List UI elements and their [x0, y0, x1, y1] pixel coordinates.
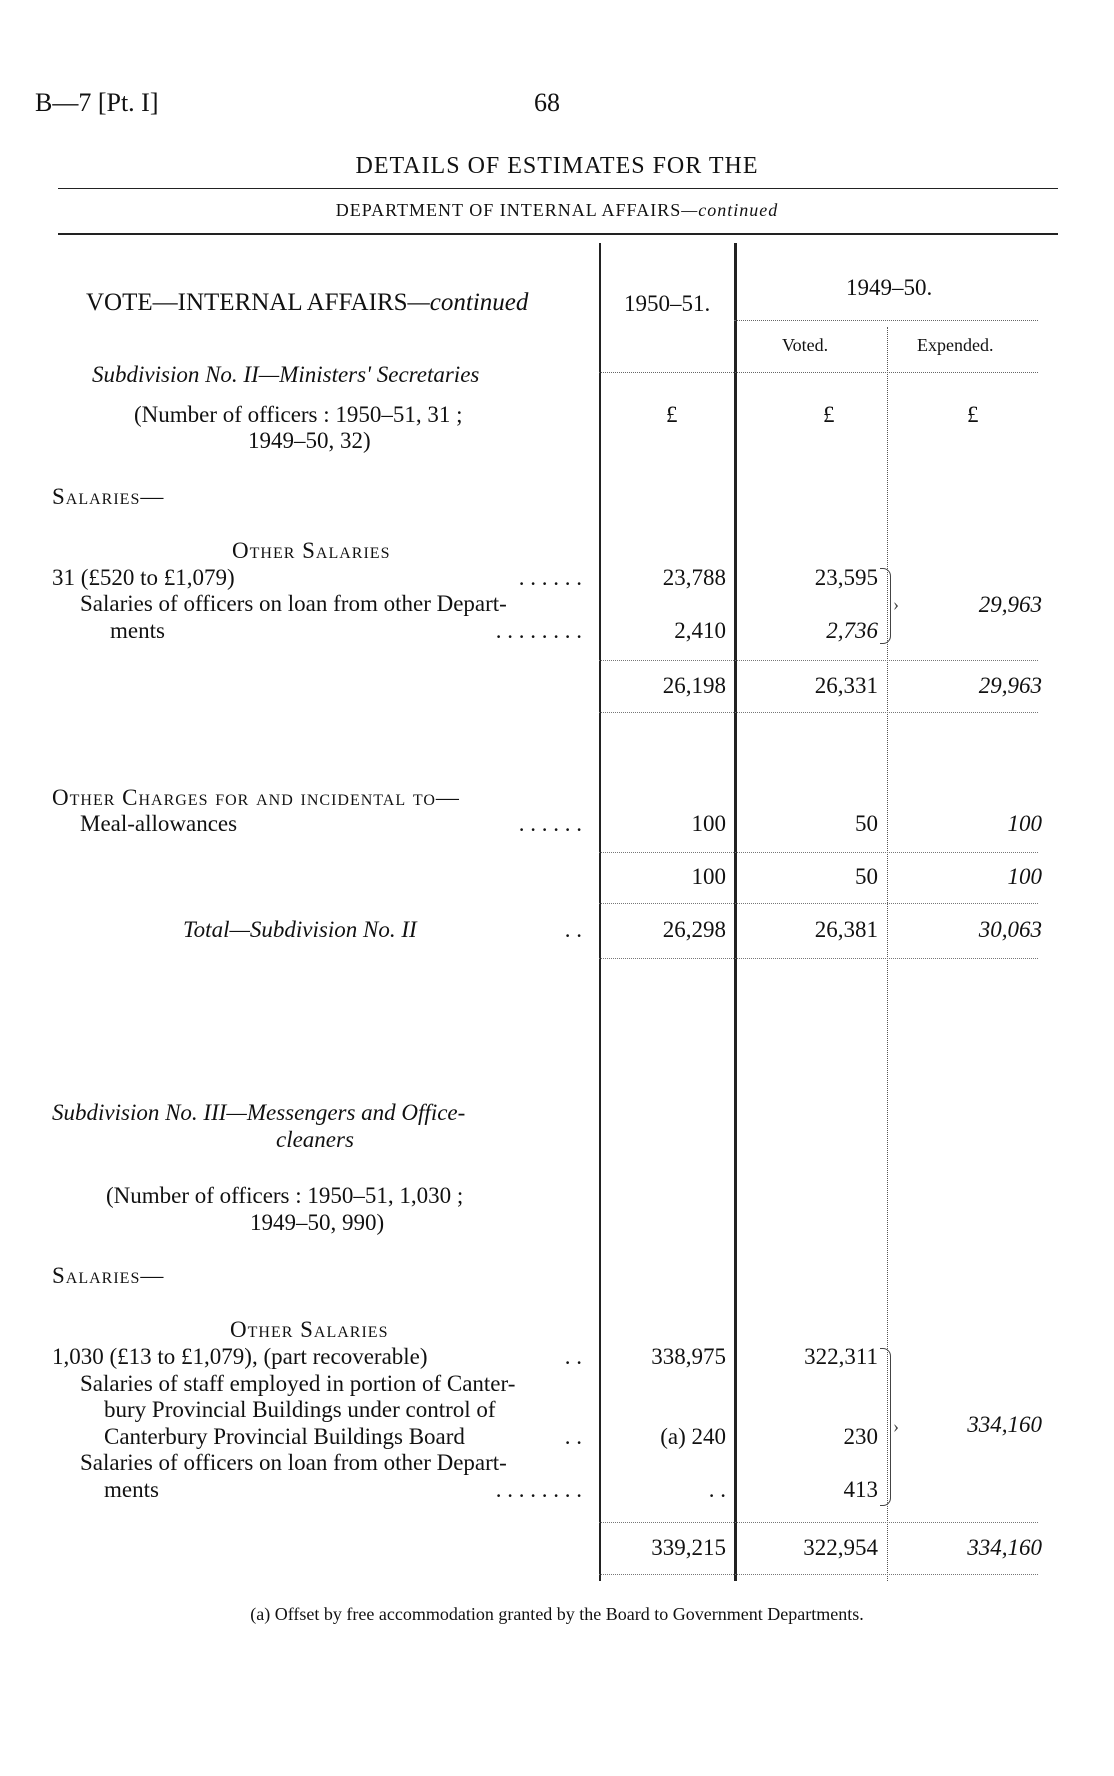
subdivision-3-officers-2: 1949–50, 990)	[250, 1210, 385, 1235]
sub2-total-dots: . .	[564, 917, 582, 942]
sub2-meal-voted: 50	[855, 811, 878, 836]
subdivision-2-officers-2: 1949–50, 32)	[248, 428, 371, 453]
sub3-salaries-brace	[880, 1348, 891, 1506]
sub2-other-total-expended: 100	[1007, 864, 1042, 889]
sub2-salaries-brace	[880, 568, 891, 644]
subdivision-3-salaries-heading: Salaries—	[52, 1263, 165, 1288]
sub3-salaries-expended: 334,160	[967, 1412, 1042, 1437]
currency-col-3: £	[967, 402, 979, 427]
currency-col-1: £	[666, 402, 678, 427]
sub3-row3-label-1: Salaries of officers on loan from other Depart-	[80, 1450, 507, 1475]
sub2-meal-expended: 100	[1007, 811, 1042, 836]
footnote: (a) Offset by free accommodation granted by the Board to Government Departments.	[250, 1604, 864, 1624]
sub2-row1-voted: 23,595	[814, 565, 878, 590]
vote-title	[86, 289, 528, 317]
sub3-row1-1950: 338,975	[651, 1344, 726, 1369]
page-title: DETAILS OF ESTIMATES FOR THE	[355, 153, 759, 179]
vote-title-continued: —continued	[407, 289, 529, 316]
page-number: 68	[534, 88, 560, 117]
sub3-brace-tip: ›	[893, 1416, 899, 1436]
sub3-row3-1950: . .	[708, 1477, 726, 1502]
sub2-row2-voted: 2,736	[826, 618, 878, 643]
sub2-brace-tip: ›	[893, 594, 899, 614]
sub2-meal-1950: 100	[691, 811, 726, 836]
sub3-row3-voted: 413	[843, 1477, 878, 1502]
year-header-rule	[734, 320, 1038, 321]
sub2-salaries-rule-bottom	[599, 712, 1038, 713]
sub3-total-rule-bottom	[599, 1574, 1038, 1575]
sub2-other-total-voted: 50	[855, 864, 878, 889]
sub2-salaries-total-expended: 29,963	[978, 673, 1042, 698]
sub2-row2-label-1: Salaries of officers on loan from other Depart-	[80, 591, 507, 616]
vote-title-text: VOTE—INTERNAL AFFAIRS	[86, 289, 408, 316]
department-rule	[58, 233, 1058, 235]
sub3-row1-voted: 322,311	[804, 1344, 878, 1369]
column-divider-1	[599, 243, 601, 1581]
subdivision-3-officers-1: (Number of officers : 1950–51, 1,030 ;	[106, 1183, 464, 1208]
sub2-salaries-expended: 29,963	[978, 592, 1042, 617]
sub3-total-expended: 334,160	[967, 1535, 1042, 1560]
sub2-total-label: Total—Subdivision No. II	[183, 917, 417, 942]
subdivision-2-salaries-heading: Salaries—	[52, 484, 165, 509]
department-heading	[0, 200, 1114, 221]
sub3-row1-dots: . .	[564, 1344, 582, 1369]
column-header-rule	[599, 372, 1038, 373]
document-reference: B—7 [Pt. I]	[35, 88, 159, 117]
department-continued: —continued	[681, 200, 779, 220]
sub3-total-voted: 322,954	[803, 1535, 878, 1560]
subdivision-2-officers-1: (Number of officers : 1950–51, 31 ;	[134, 402, 463, 427]
sub2-row1-1950: 23,788	[662, 565, 726, 590]
sub2-salaries-rule-top	[599, 660, 1038, 661]
column-voted: Voted.	[782, 335, 829, 355]
subdivision-3-title-1: Subdivision No. III—Messengers and Office-	[52, 1100, 466, 1125]
sub3-row2-label-1: Salaries of staff employed in portion of Canter-	[80, 1371, 516, 1396]
sub2-row1-dots: . . . . . .	[518, 565, 582, 590]
sub2-total-voted: 26,381	[814, 917, 878, 942]
sub2-meal-label: Meal-allowances	[80, 811, 238, 836]
column-divider-2	[734, 243, 737, 1581]
sub3-row1-label: 1,030 (£13 to £1,079), (part recoverable)	[52, 1344, 428, 1369]
column-expended: Expended.	[917, 335, 994, 355]
subdivision-3-other-salaries: Other Salaries	[230, 1317, 389, 1342]
sub3-row3-dots: . . . . . . . .	[495, 1477, 582, 1502]
sub2-other-charges-heading: Other Charges for and incidental to—	[52, 785, 460, 810]
sub2-row1-label: 31 (£520 to £1,079)	[52, 565, 235, 590]
sub3-row2-label-2: bury Provincial Buildings under control of	[104, 1397, 496, 1422]
sub3-row2-label-3: Canterbury Provincial Buildings Board	[104, 1424, 465, 1449]
department-name: DEPARTMENT OF INTERNAL AFFAIRS	[335, 200, 682, 220]
sub2-other-rule-bottom	[599, 903, 1038, 904]
sub2-row2-1950: 2,410	[674, 618, 726, 643]
sub2-total-1950: 26,298	[662, 917, 726, 942]
subdivision-2-other-salaries: Other Salaries	[232, 538, 391, 563]
column-1950-51: 1950–51.	[624, 291, 711, 316]
subdivision-3-title-2: cleaners	[276, 1127, 354, 1152]
sub2-meal-dots: . . . . . .	[518, 811, 582, 836]
column-1949-50: 1949–50.	[846, 275, 933, 300]
sub2-row2-label-2: ments	[110, 618, 165, 643]
sub2-total-rule	[599, 958, 1038, 959]
subdivision-2-title: Subdivision No. II—Ministers' Secretaries	[92, 362, 480, 387]
sub3-row2-dots: . .	[564, 1424, 582, 1449]
currency-col-2: £	[823, 402, 835, 427]
sub2-total-expended: 30,063	[978, 917, 1042, 942]
sub2-other-rule-top	[599, 852, 1038, 853]
sub2-salaries-total-1950: 26,198	[662, 673, 726, 698]
sub3-row2-voted: 230	[843, 1424, 878, 1449]
sub3-total-1950: 339,215	[651, 1535, 726, 1560]
sub2-row2-dots: . . . . . . . .	[495, 618, 582, 643]
title-rule	[58, 188, 1058, 189]
sub3-row3-label-2: ments	[104, 1477, 159, 1502]
sub3-total-rule-top	[599, 1522, 1038, 1523]
sub3-row2-1950: (a) 240	[660, 1424, 726, 1449]
sub2-salaries-total-voted: 26,331	[814, 673, 878, 698]
sub2-other-total-1950: 100	[691, 864, 726, 889]
